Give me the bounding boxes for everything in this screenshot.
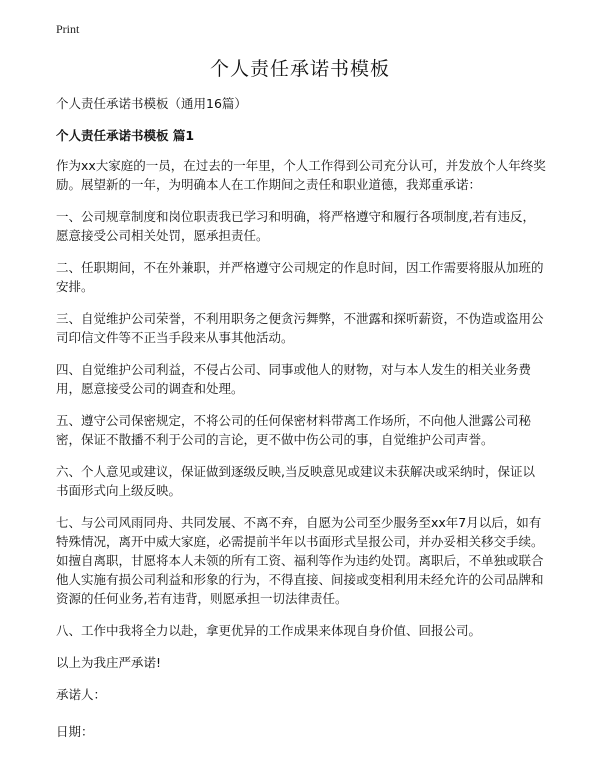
intro-paragraph: 作为xx大家庭的一员，在过去的一年里，个人工作得到公司充分认可，并发放个人年终奖励。展望新的一年，为明确本人在工作期间之责任和职业道德，我郑重承诺： xyxy=(56,158,546,192)
document-title: 个人责任承诺书模板 xyxy=(209,58,390,80)
print-link[interactable]: Print xyxy=(56,22,80,36)
commitment-item-2: 二、任职期间，不在外兼职，并严格遵守公司规定的作息时间，因工作需要将服从加班的安排。 xyxy=(56,260,544,294)
commitment-item-8: 八、工作中我将全力以赴，拿更优异的工作成果来体现自身价值、回报公司。 xyxy=(56,623,482,638)
commitment-item-6: 六、个人意见或建议，保证做到逐级反映,当反映意见或建议未获解决或采纳时，保证以书面形式向上级反映。 xyxy=(56,464,535,498)
document-body xyxy=(56,94,546,759)
date-label: 日期： xyxy=(56,724,94,739)
commitment-item-3: 三、自觉维护公司荣誉，不利用职务之便贪污舞弊，不泄露和探听薪资，不伪造或盗用公司印信文件等不正当手段来从事其他活动。 xyxy=(56,311,544,345)
commitment-item-1: 一、公司规章制度和岗位职责我已学习和明确，将严格遵守和履行各项制度,若有违反，愿意接受公司相关处罚，愿承担责任。 xyxy=(56,209,535,243)
document-subtitle: 个人责任承诺书模板（通用16篇） xyxy=(56,96,247,111)
commitment-item-5: 五、遵守公司保密规定，不将公司的任何保密材料带离工作场所，不向他人泄露公司秘密，保证不散播不利于公司的言论，更不做中伤公司的事，自觉维护公司声誉。 xyxy=(56,413,532,447)
signer-label: 承诺人： xyxy=(56,687,107,702)
commitment-item-4: 四、自觉维护公司利益，不侵占公司、同事或他人的财物，对与本人发生的相关业务费用，愿意接受公司的调查和处理。 xyxy=(56,362,532,396)
closing-statement: 以上为我庄严承诺! xyxy=(56,655,162,670)
section-heading: 个人责任承诺书模板 篇1 xyxy=(56,128,195,143)
commitment-item-7: 七、与公司风雨同舟、共同发展、不离不弃，自愿为公司至少服务至xx年7月以后，如有特殊情况，离开中威大家庭，必需提前半年以书面形式呈报公司，并办妥相关移交手续。如擅自离职，甘愿将本人未领的所有工资、福利等作为违约处罚。离职后，不单独或联合他人实施有损公司利益和形象的行为，不得直接、间接或变相利用未经允许的公司品牌和资源的任何业务,若有违背，则愿承担一切法律责任。 xyxy=(56,515,544,606)
